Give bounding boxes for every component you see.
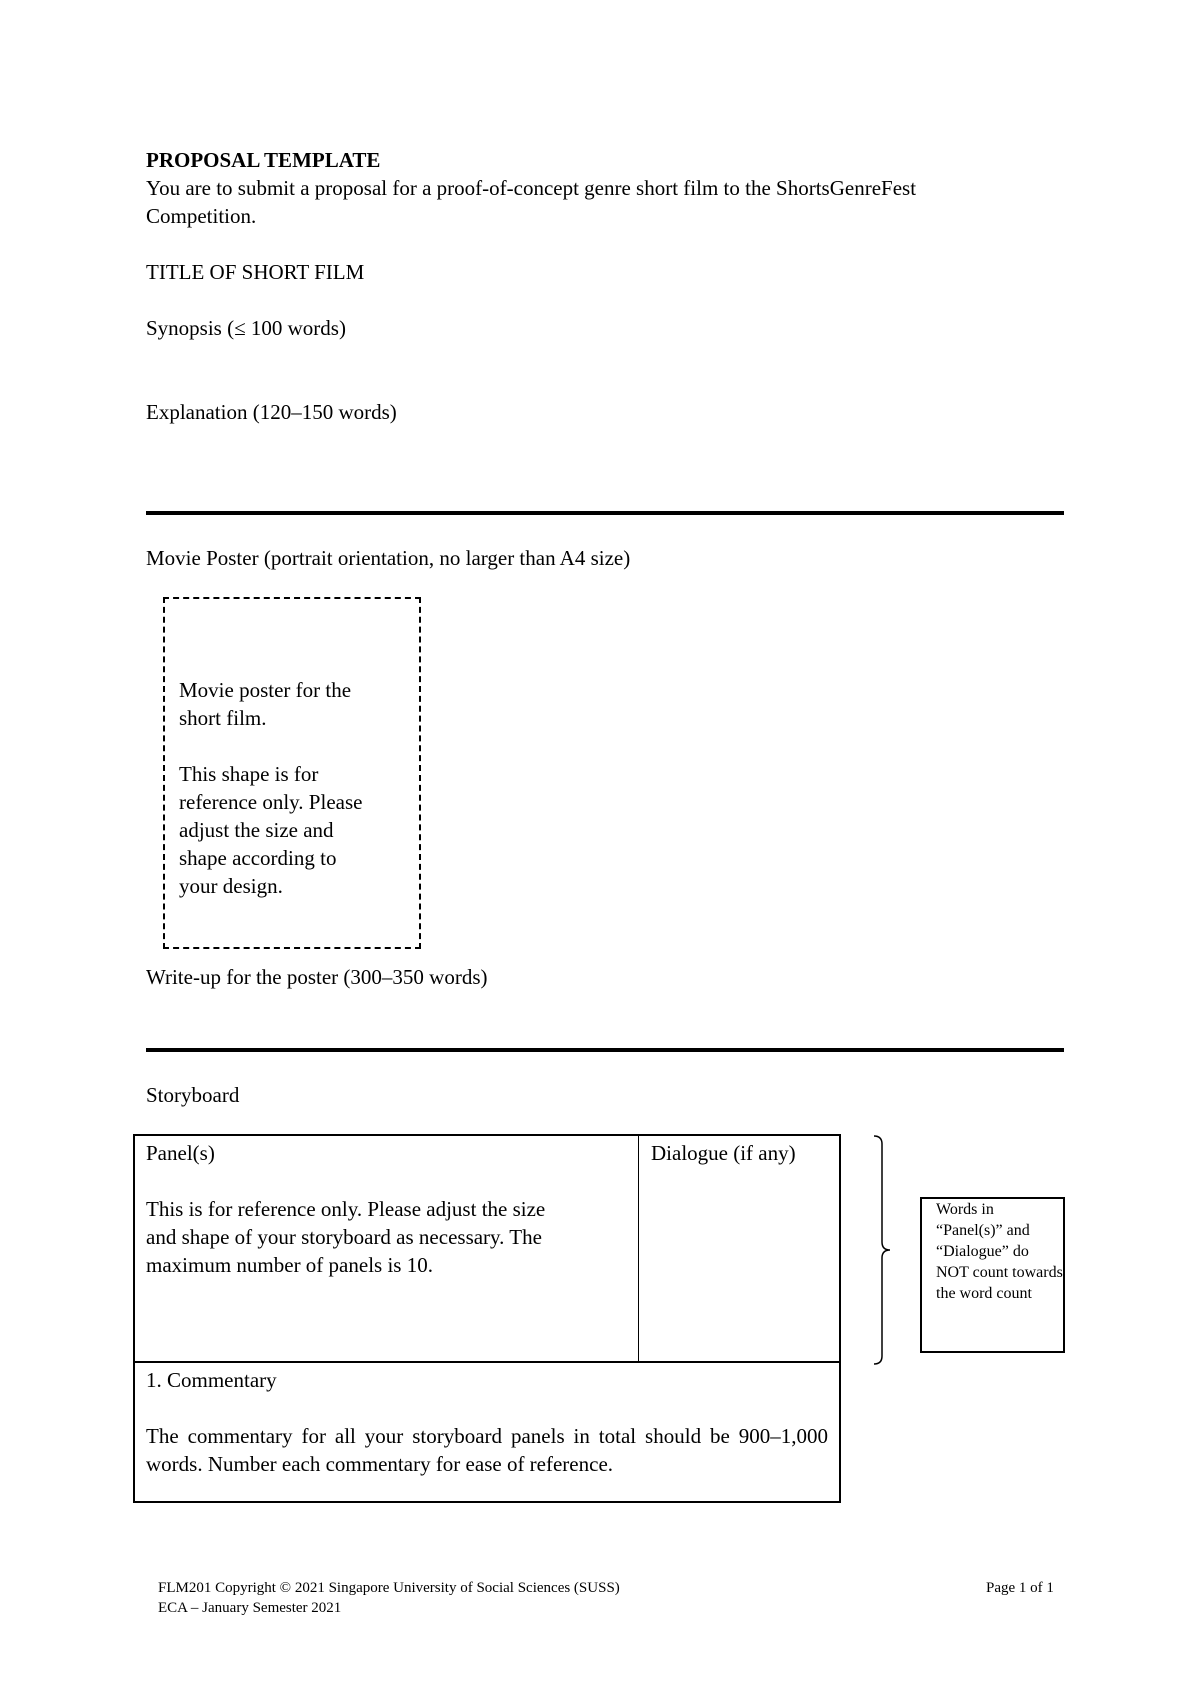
explanation-label: Explanation (120–150 words): [146, 400, 397, 424]
page-title: PROPOSAL TEMPLATE: [146, 148, 381, 172]
poster-text-line: adjust the size and: [179, 818, 334, 842]
poster-text-line: Movie poster for the: [179, 678, 352, 702]
poster-placeholder-text: [179, 676, 362, 900]
storyboard-row-divider: [133, 1361, 841, 1363]
poster-text-line: short film.: [179, 706, 267, 730]
intro-text-line-1: You are to submit a proposal for a proof-of-concept genre short film to the ShortsGenreFest: [146, 176, 917, 200]
storyboard-label: Storyboard: [146, 1083, 240, 1107]
commentary-text: The commentary for all your storyboard panels in total should be 900–1,000 words. Number each commentary for ease of reference.: [146, 1424, 828, 1476]
poster-text-line: This shape is for: [179, 762, 319, 786]
dialogue-header: Dialogue (if any): [651, 1141, 796, 1165]
footer-copyright: FLM201 Copyright © 2021 Singapore University of Social Sciences (SUSS): [158, 1580, 620, 1596]
title-label: TITLE OF SHORT FILM: [146, 260, 365, 284]
panel-text-line-1: This is for reference only. Please adjust the size: [146, 1197, 546, 1221]
panel-text-line-3: maximum number of panels is 10.: [146, 1253, 433, 1277]
right-brace-icon: [868, 1134, 898, 1366]
poster-text-line: reference only. Please: [179, 790, 363, 814]
panel-header: Panel(s): [146, 1141, 215, 1165]
poster-label: Movie Poster (portrait orientation, no larger than A4 size): [146, 546, 631, 570]
footer-semester: ECA – January Semester 2021: [158, 1600, 342, 1616]
section-divider-1: [146, 511, 1064, 515]
section-divider-2: [146, 1048, 1064, 1052]
footer-page-number: Page 1 of 1: [986, 1580, 1054, 1596]
commentary-header: 1. Commentary: [146, 1368, 277, 1392]
synopsis-label: Synopsis (≤ 100 words): [146, 316, 346, 340]
panel-text-line-2: and shape of your storyboard as necessary. The: [146, 1225, 542, 1249]
word-count-note: Words in “Panel(s)” and “Dialogue” do NOT count towards the word count: [920, 1197, 1065, 1353]
intro-text-line-2: Competition.: [146, 204, 257, 228]
poster-text-line: shape according to: [179, 846, 337, 870]
storyboard-column-divider: [638, 1134, 639, 1361]
writeup-label: Write-up for the poster (300–350 words): [146, 965, 488, 989]
poster-text-line: your design.: [179, 874, 283, 898]
